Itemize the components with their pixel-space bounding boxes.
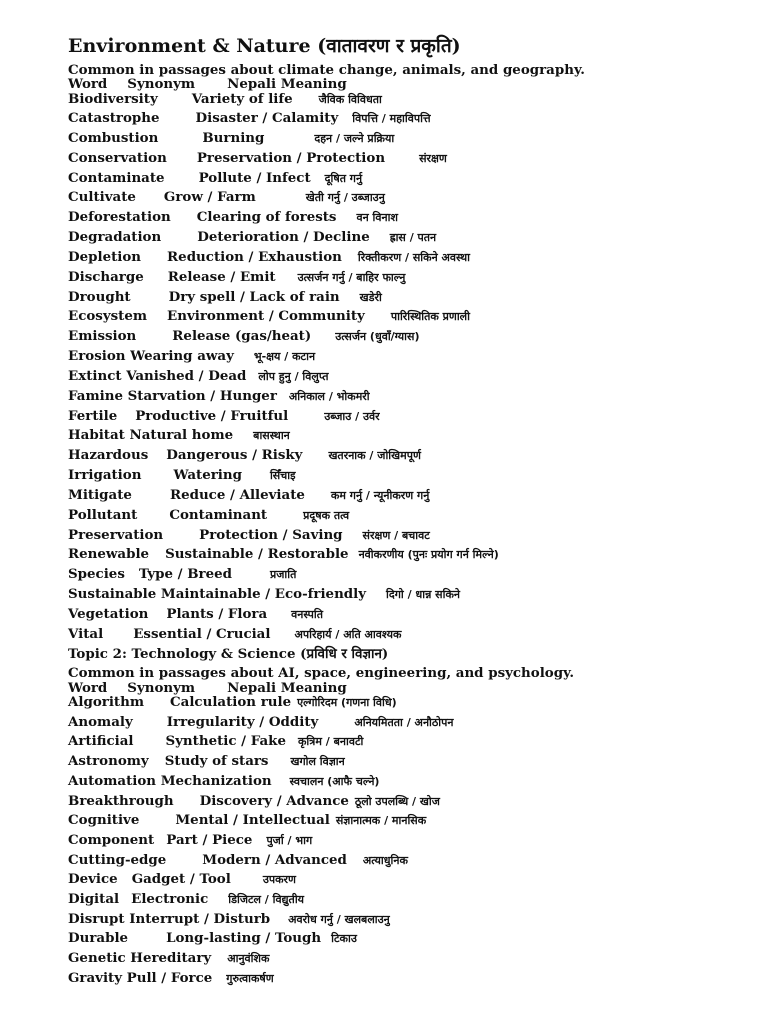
nepali-meaning: खगोल विज्ञान: [290, 755, 345, 769]
synonym-text: Type / Breed: [138, 566, 233, 583]
synonym-text: Clearing of forests: [196, 209, 337, 226]
nepali-meaning: भू-क्षय / कटान: [253, 350, 316, 364]
line-content: [68, 112, 431, 125]
line-content: [68, 625, 402, 642]
term-text: Automation Mechanization: [68, 772, 272, 789]
line-content: [68, 910, 390, 927]
line-content: [68, 969, 274, 986]
nepali-meaning: आनुवंशिक: [227, 952, 270, 966]
term-text: Habitat Natural home: [68, 427, 234, 444]
term-text: Mitigate: [68, 486, 132, 503]
line-content: [68, 548, 499, 561]
line-content: [68, 814, 426, 827]
term-text: Vegetation: [68, 606, 149, 622]
term-text: Discharge: [68, 268, 144, 285]
synonym-text: Discovery / Advance: [199, 792, 349, 809]
nepali-meaning: संरक्षण: [419, 151, 447, 165]
term-text: Durable: [68, 930, 129, 947]
nepali-meaning: दिगो / धान्न सकिने: [386, 588, 461, 602]
synonym-text: Synonym: [127, 680, 196, 696]
line-content: [68, 469, 295, 482]
term-text: Catastrophe: [68, 110, 160, 126]
nepali-meaning: खेती गर्नु / उब्जाउनु: [305, 191, 385, 205]
line-content: [68, 772, 380, 789]
nepali-meaning: संज्ञानात्मक / मानसिक: [335, 814, 427, 828]
term-text: Erosion Wearing away: [68, 348, 234, 365]
term-text: Anomaly: [68, 713, 133, 730]
term-text: Conservation: [68, 149, 167, 166]
term-text: Cutting-edge: [68, 851, 167, 868]
term-text: Combustion: [68, 129, 159, 146]
line-content: [68, 429, 290, 442]
synonym-text: Release / Emit: [167, 268, 276, 285]
nepali-meaning: संरक्षण / बचावट: [362, 528, 430, 542]
term-text: Ecosystem: [68, 308, 148, 325]
term-text: Renewable: [68, 546, 150, 563]
term-text: Depletion: [68, 248, 142, 265]
line-content: [68, 526, 430, 543]
term-text: Biodiversity: [68, 91, 158, 107]
nepali-meaning: अवरोध गर्नु / खलबलाउनु: [288, 912, 390, 926]
synonym-text: Reduce / Alleviate: [169, 486, 305, 503]
nepali-meaning: खतरनाक / जोखिमपूर्ण: [328, 449, 421, 463]
term-text: Degradation: [68, 229, 162, 246]
line-content: [68, 310, 470, 323]
line-content: [68, 78, 347, 91]
synonym-text: Modern / Advanced: [202, 851, 347, 868]
synonym-text: Calculation rule: [170, 694, 292, 710]
line-content: [68, 330, 419, 343]
term-text: Extinct Vanished / Dead: [68, 367, 247, 384]
synonym-text: Environment / Community: [167, 308, 365, 325]
synonym-text: Deterioration / Decline: [197, 229, 370, 246]
synonym-text: Nepali Meaning: [227, 76, 347, 92]
line-content: [68, 568, 296, 581]
term-text: Astronomy: [68, 753, 149, 770]
nepali-meaning: लोप हुनु / विलुप्त: [258, 369, 329, 383]
line-content: [68, 713, 454, 730]
line-content: [68, 231, 436, 244]
nepali-meaning: खडेरी: [359, 290, 382, 304]
line-content: [68, 645, 389, 662]
nepali-meaning: उपकरण: [262, 873, 297, 887]
line-content: [68, 735, 363, 748]
nepali-meaning: रिक्तीकरण / सकिने अवस्था: [357, 250, 470, 264]
synonym-text: Synonym: [127, 76, 196, 92]
term-text: Drought: [68, 288, 131, 305]
nepali-meaning: पारिस्थितिक प्रणाली: [390, 310, 470, 324]
synonym-text: Contaminant: [169, 506, 268, 523]
nepali-meaning: दूषित गर्नु: [324, 171, 363, 185]
term-text: Sustainable Maintainable / Eco-friendly: [68, 586, 367, 603]
synonym-text: Gadget / Tool: [131, 871, 231, 888]
term-text: Famine Starvation / Hunger: [68, 387, 277, 404]
term-text: Contaminate: [68, 169, 165, 186]
synonym-text: Dry spell / Lack of rain: [168, 288, 340, 305]
line-content: [68, 696, 397, 709]
term-text: Environment & Nature (वातावरण र प्रकृति): [68, 35, 461, 57]
line-content: [68, 129, 395, 146]
term-text: Fertile: [68, 407, 118, 424]
term-text: Emission: [68, 328, 137, 345]
line-content: [68, 608, 323, 621]
line-content: [68, 932, 357, 945]
nepali-meaning: बासस्थान: [253, 429, 290, 443]
line-content: [68, 191, 385, 204]
nepali-meaning: कृत्रिम / बनावटी: [297, 735, 364, 749]
line-content: [68, 588, 460, 601]
nepali-meaning: कम गर्नु / न्यूनीकरण गर्नु: [330, 488, 430, 502]
line-content: [68, 169, 363, 186]
nepali-meaning: गुरुत्वाकर्षण: [226, 971, 274, 985]
term-text: Artificial: [68, 733, 134, 750]
line-content: [68, 952, 269, 965]
synonym-text: Dangerous / Risky: [166, 447, 303, 464]
synonym-text: Variety of life: [191, 91, 293, 107]
line-content: [68, 37, 461, 56]
nepali-meaning: जैविक विविधता: [318, 93, 382, 106]
synonym-text: Essential / Crucial: [133, 625, 271, 642]
term-text: Device: [68, 871, 118, 888]
term-text: Vital: [68, 625, 104, 642]
nepali-meaning: उब्जाउ / उर्वर: [324, 409, 380, 423]
term-text: Cognitive: [68, 812, 140, 829]
term-text: Algorithm: [68, 694, 145, 710]
synonym-text: Preservation / Protection: [196, 149, 386, 166]
nepali-meaning: प्रजाति: [270, 568, 297, 582]
line-content: [68, 755, 345, 768]
line-content: [68, 486, 430, 503]
nepali-meaning: ह्रास / पतन: [389, 231, 437, 245]
term-text: Preservation: [68, 526, 164, 543]
term-text: Cultivate: [68, 189, 136, 206]
term-text: Digital: [68, 891, 120, 907]
synonym-text: Reduction / Exhaustion: [167, 248, 342, 265]
term-text: Breakthrough: [68, 792, 174, 809]
synonym-text: Grow / Farm: [163, 189, 256, 206]
term-text: Irrigation: [68, 467, 142, 484]
line-content: [68, 831, 313, 848]
synonym-text: Nepali Meaning: [227, 680, 347, 696]
line-content: [68, 506, 350, 523]
line-content: [68, 350, 315, 363]
nepali-meaning: अपरिहार्य / अति आवश्यक: [294, 627, 402, 641]
term-text: Common in passages about AI, space, engineering, and psychology.: [68, 665, 574, 681]
nepali-meaning: टिकाउ: [331, 932, 357, 946]
synonym-text: Pollute / Infect: [198, 169, 311, 186]
line-content: [68, 248, 470, 265]
line-content: [68, 387, 370, 404]
term-text: Topic 2: Technology & Science (प्रविधि र विज्ञान): [68, 645, 389, 662]
nepali-meaning: विपत्ति / महाविपत्ति: [352, 112, 431, 125]
nepali-meaning: स्वचालन (आफै चल्ने): [289, 774, 380, 788]
synonym-text: Long-lasting / Tough: [166, 930, 322, 947]
line-content: [68, 873, 296, 886]
synonym-text: Mental / Intellectual: [175, 812, 330, 829]
nepali-meaning: अनियमितता / अनौठोपन: [354, 715, 454, 729]
line-content: [68, 449, 421, 462]
nepali-meaning: नवीकरणीय (पुनः प्रयोग गर्न मिल्ने): [358, 548, 499, 562]
synonym-text: Synthetic / Fake: [165, 733, 286, 750]
term-text: Hazardous: [68, 447, 149, 464]
synonym-text: Burning: [202, 129, 265, 146]
term-text: Deforestation: [68, 209, 171, 226]
term-text: Species: [68, 566, 125, 583]
synonym-text: Plants / Flora: [166, 606, 268, 622]
nepali-meaning: उत्सर्जन (धुवाँ/ग्यास): [335, 330, 420, 344]
nepali-meaning: अत्याधुनिक: [362, 853, 408, 867]
synonym-text: Electronic: [131, 891, 209, 907]
term-text: Component: [68, 831, 155, 848]
nepali-meaning: ठूलो उपलब्धि / खोज: [354, 794, 440, 808]
term-text: Genetic Hereditary: [68, 950, 212, 967]
line-content: [68, 407, 380, 424]
line-content: [68, 149, 447, 166]
line-content: [68, 667, 574, 680]
term-text: Disrupt Interrupt / Disturb: [68, 910, 271, 927]
synonym-text: Release (gas/heat): [172, 328, 312, 345]
nepali-meaning: उत्सर्जन गर्नु / बाहिर फाल्नु: [297, 270, 406, 284]
nepali-meaning: एल्गोरिदम (गणना विधि): [297, 696, 397, 709]
term-text: Word: [68, 680, 108, 696]
nepali-meaning: वन विनाश: [356, 211, 398, 225]
line-content: [68, 268, 406, 285]
synonym-text: Irregularity / Oddity: [166, 713, 319, 730]
term-text: Gravity Pull / Force: [68, 969, 213, 986]
nepali-meaning: दहन / जल्ने प्रक्रिया: [314, 131, 395, 145]
line-content: [68, 211, 398, 224]
line-content: [68, 851, 408, 868]
synonym-text: Watering: [173, 467, 242, 484]
nepali-meaning: डिजिटल / विद्युतीय: [228, 893, 305, 906]
synonym-text: Sustainable / Restorable: [165, 546, 349, 563]
nepali-meaning: पुर्जा / भाग: [266, 833, 313, 847]
nepali-meaning: प्रदूषक तत्व: [303, 508, 350, 522]
nepali-meaning: सिँचाइ: [269, 469, 296, 483]
synonym-text: Disaster / Calamity: [195, 110, 339, 126]
line-content: [68, 893, 304, 906]
synonym-text: Part / Piece: [166, 831, 253, 848]
line-content: [68, 288, 382, 305]
term-text: Word: [68, 76, 108, 92]
term-text: Pollutant: [68, 506, 138, 523]
synonym-text: Protection / Saving: [199, 526, 343, 543]
synonym-text: Productive / Fruitful: [135, 407, 289, 424]
synonym-text: Study of stars: [164, 753, 269, 770]
line-content: [68, 93, 382, 106]
nepali-meaning: अनिकाल / भोकमरी: [288, 389, 370, 403]
term-text: Common in passages about climate change, animals, and geography.: [68, 62, 585, 78]
nepali-meaning: वनस्पति: [291, 608, 324, 621]
line-content: [68, 792, 440, 809]
line-content: [68, 367, 329, 384]
